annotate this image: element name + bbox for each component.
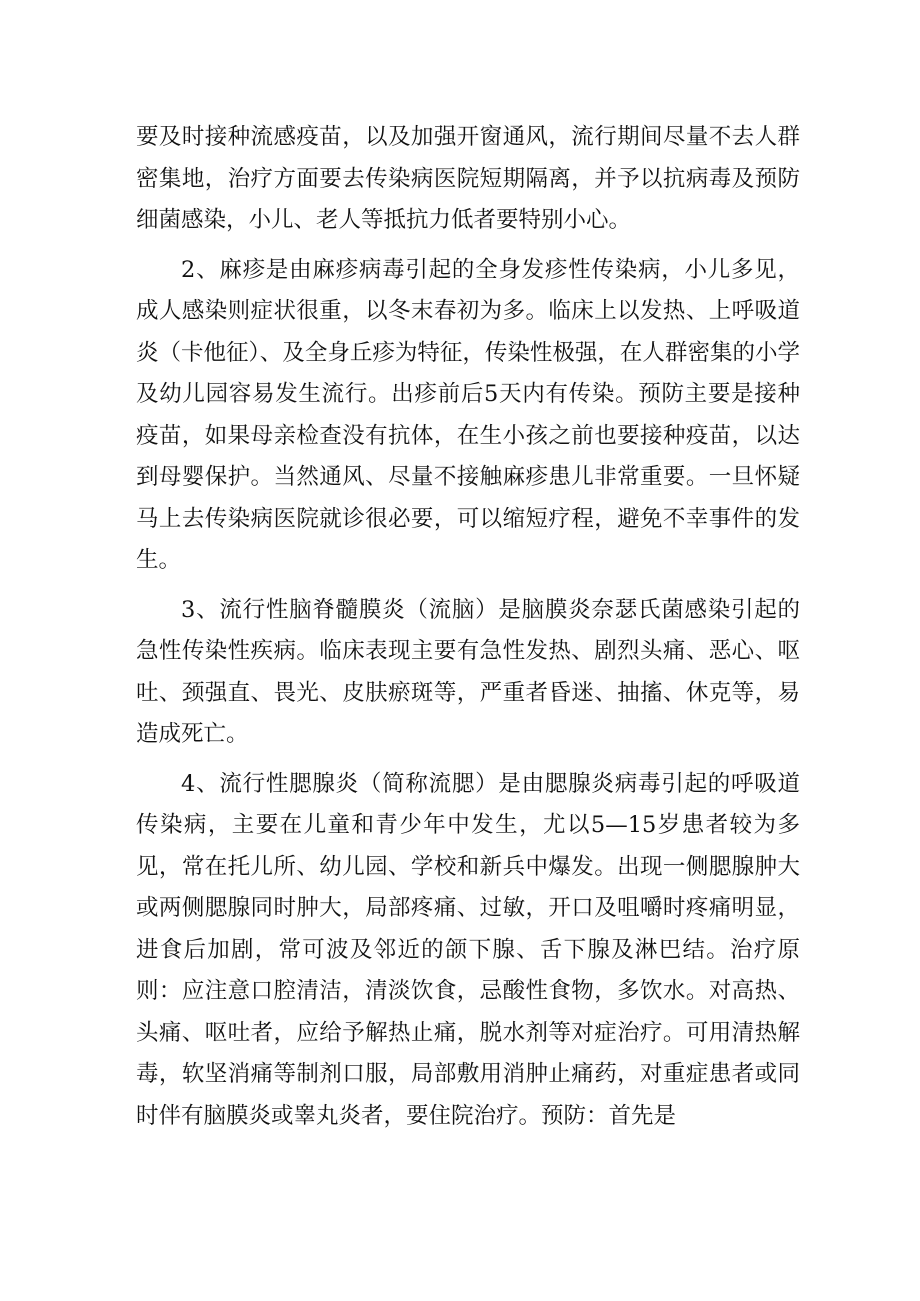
- paragraph-meningitis: 3、流行性脑脊髓膜炎（流脑）是脑膜炎奈瑟氏菌感染引起的急性传染性疾病。临床表现主要有急性发热、剧烈头痛、恶心、呕吐、颈强直、畏光、皮肤瘀斑等，严重者昏迷、抽搐、休克等，易造成死亡。: [136, 596, 800, 747]
- document-body: [136, 117, 800, 1145]
- paragraph-continuation: 要及时接种流感疫苗，以及加强开窗通风，流行期间尽量不去人群密集地，治疗方面要去传染病医院短期隔离，并予以抗病毒及预防细菌感染，小儿、老人等抵抗力低者要特别小心。: [136, 124, 800, 233]
- paragraph-mumps: 4、流行性腮腺炎（简称流腮）是由腮腺炎病毒引起的呼吸道传染病，主要在儿童和青少年中发生，尤以5—15岁患者较为多见，常在托儿所、幼儿园、学校和新兵中爆发。出现一侧腮腺肿大或两侧腮腺同时肿大，局部疼痛、过敏，开口及咀嚼时疼痛明显，进食后加剧，常可波及邻近的颌下腺、舌下腺及淋巴结。治疗原则：应注意口腔清洁，清淡饮食，忌酸性食物，多饮水。对高热、头痛、呕吐者，应给予解热止痛，脱水剂等对症治疗。可用清热解毒，软坚消痛等制剂口服，局部敷用消肿止痛药，对重症患者或同时伴有脑膜炎或睾丸炎者，要住院治疗。预防：首先是: [136, 770, 800, 1129]
- paragraph-measles: 2、麻疹是由麻疹病毒引起的全身发疹性传染病，小儿多见，成人感染则症状很重，以冬末春初为多。临床上以发热、上呼吸道炎（卡他征）、及全身丘疹为特征，传染性极强，在人群密集的小学及幼儿园容易发生流行。出疹前后5天内有传染。预防主要是接种疫苗，如果母亲检查没有抗体，在生小孩之前也要接种疫苗，以达到母婴保护。当然通风、尽量不接触麻疹患儿非常重要。一旦怀疑马上去传染病医院就诊很必要，可以缩短疗程，避免不幸事件的发生。: [136, 256, 800, 573]
